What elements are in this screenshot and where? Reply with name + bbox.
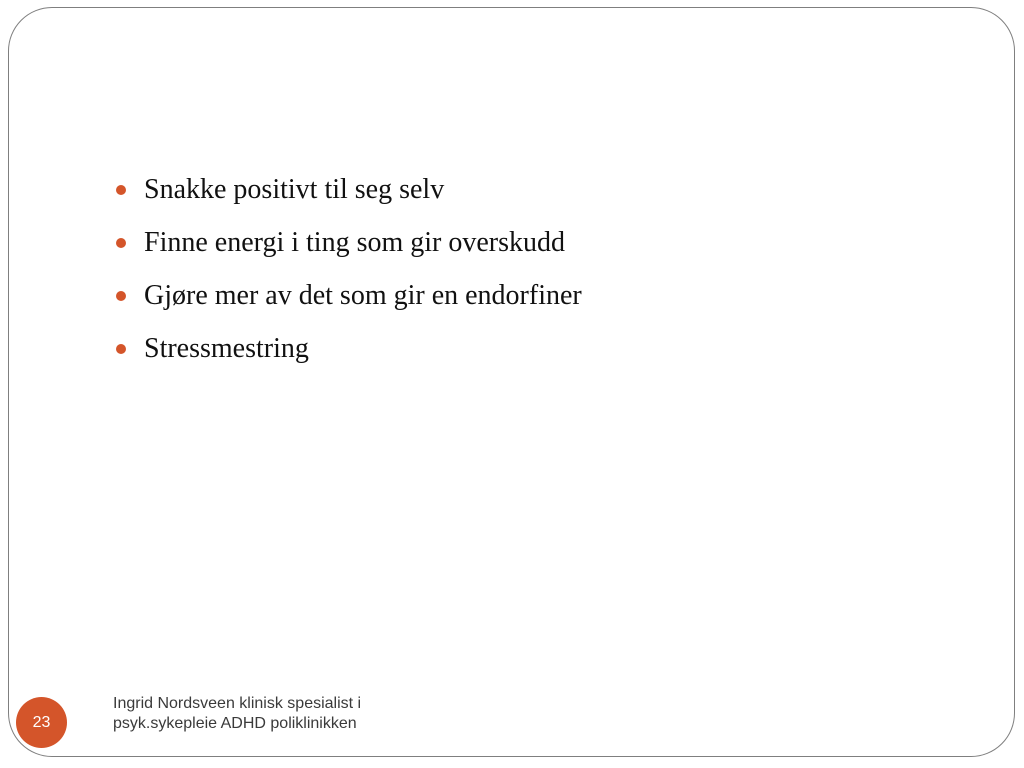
bullet-item bbox=[116, 166, 582, 219]
bullet-dot-icon bbox=[116, 291, 126, 301]
footer-line-1: Ingrid Nordsveen klinisk spesialist i bbox=[113, 695, 362, 712]
bullet-list bbox=[116, 166, 582, 378]
bullet-text: Snakke positivt til seg selv bbox=[144, 174, 445, 205]
bullet-item bbox=[116, 325, 582, 378]
bullet-item bbox=[116, 272, 582, 325]
slide-frame bbox=[8, 7, 1015, 757]
footer-text bbox=[113, 694, 361, 734]
bullet-dot-icon bbox=[116, 185, 126, 195]
page-number-badge: 23 bbox=[16, 697, 67, 748]
bullet-text: Gjøre mer av det som gir en endorfiner bbox=[144, 280, 582, 311]
bullet-item bbox=[116, 219, 582, 272]
bullet-text: Finne energi i ting som gir overskudd bbox=[144, 227, 565, 258]
bullet-text: Stressmestring bbox=[144, 333, 309, 364]
bullet-dot-icon bbox=[116, 344, 126, 354]
footer-line-2: psyk.sykepleie ADHD poliklinikken bbox=[113, 715, 357, 732]
bullet-dot-icon bbox=[116, 238, 126, 248]
